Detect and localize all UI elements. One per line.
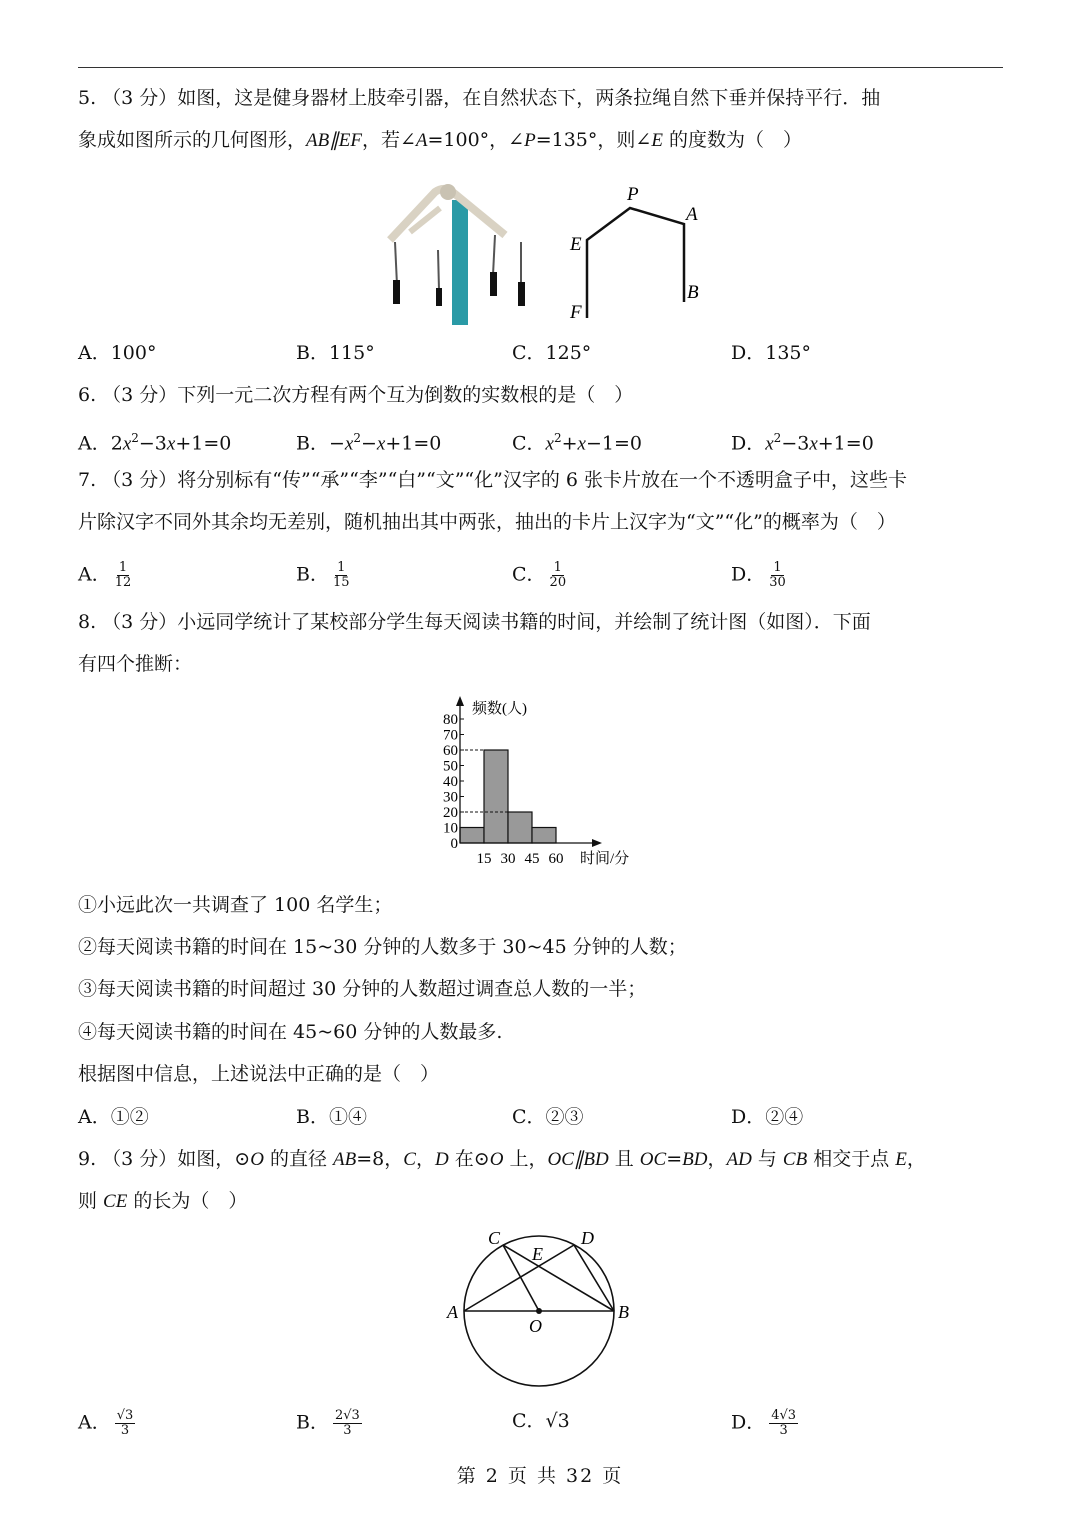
text-segment: 象成如图所示的几何图形， [78,129,307,151]
text-segment: 的长为（ ） [127,1190,248,1212]
option-d[interactable] [731,1409,798,1438]
text-segment: x [344,433,354,455]
numerator: 1 [773,560,782,575]
text-segment: x [577,433,586,455]
option-c[interactable] [512,426,642,456]
text-segment: 2 [773,431,782,445]
text-segment: AB∥EF [306,130,362,151]
histogram-chart [430,690,660,875]
y-tick-label: 40 [443,774,458,790]
option-letter: B． [296,1411,329,1434]
denominator: 3 [120,1423,130,1438]
text-segment: 5. （3 分）如图，这是健身器材上肢牵引器，在自然状态下，两条拉绳自然下垂并保持平行．抽 [78,87,881,109]
label-o: O [529,1316,542,1336]
y-tick-label: 0 [450,836,458,852]
option-c[interactable]: C．125° [512,342,592,364]
option-c[interactable]: C．②③ [512,1106,584,1128]
q6-text [78,383,633,407]
circle-figure-q9 [440,1220,640,1395]
label-a: A [686,204,698,225]
option-letter: C． [512,1410,546,1432]
option-c[interactable] [512,561,566,590]
q8-statement [78,1062,439,1086]
numerator: 2√3 [334,1408,360,1423]
q9-text [78,1147,926,1172]
text-segment: x [765,433,774,455]
text-segment: −3 [138,432,167,455]
text-segment: ①小远此次一共调查了 100 名学生； [78,894,393,916]
text-segment: ③每天阅读书籍的时间超过 30 分钟的人数超过调查总人数的一半； [78,978,647,1000]
fraction [769,561,786,590]
x-tick-label: 60 [548,851,564,867]
text-segment: +1=0 [385,432,442,455]
histogram-bar [484,750,508,843]
text-segment: D [434,1149,449,1170]
text-segment: 2 [131,431,139,445]
option-b[interactable] [296,426,441,456]
text-segment: 2 [353,431,361,445]
numerator: √3 [116,1408,134,1423]
label-a: A [447,1302,458,1322]
text-segment: CE [103,1191,128,1212]
text-segment: =8， [356,1148,404,1170]
text-segment: O [250,1149,264,1170]
y-axis-label: 频数(人) [472,701,527,717]
text-segment: AD [726,1149,752,1170]
x-axis-arrow [592,839,602,847]
q8-statement [78,935,687,959]
fraction [115,1409,136,1438]
y-tick-label: 80 [443,712,458,728]
option-letter: D． [731,563,766,586]
q7-text [78,510,896,534]
text-segment: ， [415,1148,435,1170]
q8-text [78,610,871,634]
option-letter: D． [731,1411,766,1434]
option-b[interactable]: B．115° [296,342,375,364]
text-segment: = [666,1148,683,1170]
denominator: 20 [549,575,567,590]
text-segment: OC∥BD [547,1149,609,1170]
text-segment: D． [731,432,766,455]
denominator: 3 [343,1423,352,1438]
text-segment: 相交于点 [807,1148,896,1170]
q8-statement [78,1020,502,1044]
fraction [115,561,132,590]
text-segment: P [524,130,536,151]
text-segment: 且 [608,1148,640,1170]
option-a[interactable]: A．100° [78,342,157,364]
header-rule [78,67,1003,68]
text-segment: BD [682,1149,708,1170]
histogram-bar [508,812,532,843]
text-segment: 的直径 [263,1148,334,1170]
text-segment: 在⊙ [448,1148,490,1170]
denominator: 12 [114,575,132,590]
text-segment: − [360,432,377,455]
fitness-equipment-photo [380,180,540,330]
fraction [333,561,350,590]
option-a[interactable] [78,426,231,456]
label-c: C [488,1228,501,1248]
numerator: 1 [553,560,562,575]
option-a[interactable] [78,1409,135,1438]
text-segment: x [376,433,386,455]
option-d[interactable] [731,426,874,456]
text-segment: O [489,1149,504,1170]
numerator: 1 [337,560,346,575]
q7-text [78,468,907,492]
label-e: E [532,1244,543,1264]
text-segment: C． [512,432,546,455]
q8-statement [78,977,646,1001]
option-d[interactable] [731,561,786,590]
text-segment: ，若∠ [361,129,416,151]
denominator: 15 [332,575,350,590]
denominator: 3 [779,1423,788,1438]
text-segment: ②每天阅读书籍的时间在 15~30 分钟的人数多于 30~45 分钟的人数； [78,936,687,958]
text-segment: 则 [78,1190,104,1212]
label-d: D [581,1228,594,1248]
text-segment: x [166,433,176,455]
option-letter: C． [512,563,546,586]
numerator: 1 [118,560,128,575]
y-tick-label: 70 [443,727,458,744]
y-axis-arrow [456,696,464,706]
text-segment: +1=0 [175,432,232,455]
option-letter: A． [78,1411,111,1434]
histogram-bar [460,828,484,844]
text-segment: 有四个推断： [78,653,193,675]
fraction [550,561,567,590]
y-tick-label: 10 [443,820,458,837]
option-letter: A． [78,563,111,586]
option-c[interactable] [512,1409,570,1433]
x-axis-label: 时间/分 [580,851,630,867]
text-segment: 7. （3 分）将分别标有“传”“承”“李”“白”“文”“化”汉字的 6 张卡片放在一个不透明盒子中，这些卡 [78,469,908,491]
label-e: E [570,234,582,255]
q5-text [78,128,802,153]
text-segment: ， [906,1148,926,1170]
text-segment: 上， [503,1148,548,1170]
text-segment: 与 [751,1148,783,1170]
text-segment: −1=0 [585,432,643,455]
text-segment: 的度数为（ ） [662,129,802,151]
option-a[interactable] [78,561,131,590]
text-segment: AB [333,1149,357,1170]
q8-text [78,652,192,676]
label-p: P [627,184,639,205]
text-segment: + [561,432,578,455]
label-f: F [570,302,582,323]
text-segment: 6. （3 分）下列一元二次方程有两个互为倒数的实数根的是（ ） [78,384,634,406]
y-tick-label: 20 [443,805,458,821]
text-segment: 9. （3 分）如图，⊙ [78,1148,251,1170]
label-b: B [618,1302,629,1322]
denominator: 30 [769,575,786,590]
option-b[interactable]: B．①④ [296,1106,367,1128]
numerator: 4√3 [771,1408,797,1423]
q9-text [78,1189,247,1214]
option-d[interactable]: D．②④ [731,1106,804,1128]
option-letter: B． [296,563,329,586]
text-segment: ， [707,1148,727,1170]
text-segment: A．2 [78,432,123,455]
text-segment: E [895,1149,907,1170]
option-a[interactable]: A．①② [78,1106,149,1128]
page-footer: 第 2 页 共 32 页 [456,1465,624,1487]
text-segment: −3 [781,432,810,455]
option-value: √3 [545,1410,570,1432]
x-tick-label: 15 [476,851,492,867]
q8-statement [78,893,392,917]
text-segment: 根据图中信息，上述说法中正确的是（ ） [78,1063,440,1085]
text-segment: 8. （3 分）小远同学统计了某校部分学生每天阅读书籍的时间，并绘制了统计图（如图）．下面 [78,611,871,633]
option-d[interactable]: D．135° [731,342,811,364]
label-b: B [687,282,699,303]
y-tick-label: 50 [443,758,458,775]
y-tick-label: 30 [443,789,458,806]
text-segment: E [651,130,663,151]
fraction [333,1409,362,1438]
text-segment: A [415,130,428,151]
text-segment: C [403,1149,416,1170]
text-segment: x [809,433,818,455]
option-b[interactable] [296,561,350,590]
text-segment: ④每天阅读书籍的时间在 45~60 分钟的人数最多. [78,1021,503,1043]
text-segment: 2 [553,431,562,445]
text-segment: +1=0 [817,432,874,455]
histogram-bar [532,828,556,844]
text-segment: B．− [296,432,345,455]
text-segment: 片除汉字不同外其余均无差别，随机抽出其中两张，抽出的卡片上汉字为“文”“化”的概率为（ ） [78,511,896,533]
q5-text [78,86,880,110]
text-segment: x [122,433,132,455]
x-tick-label: 30 [500,851,516,867]
text-segment: OC [639,1149,667,1170]
text-segment: =100°，∠ [427,129,525,151]
y-tick-label: 60 [443,743,458,759]
x-tick-label: 45 [524,851,540,867]
geometry-figure-q5 [560,180,710,325]
fraction [769,1409,798,1438]
text-segment: x [545,433,554,455]
text-segment: CB [782,1149,808,1170]
option-b[interactable] [296,1409,362,1438]
text-segment: =135°，则∠ [535,129,652,151]
